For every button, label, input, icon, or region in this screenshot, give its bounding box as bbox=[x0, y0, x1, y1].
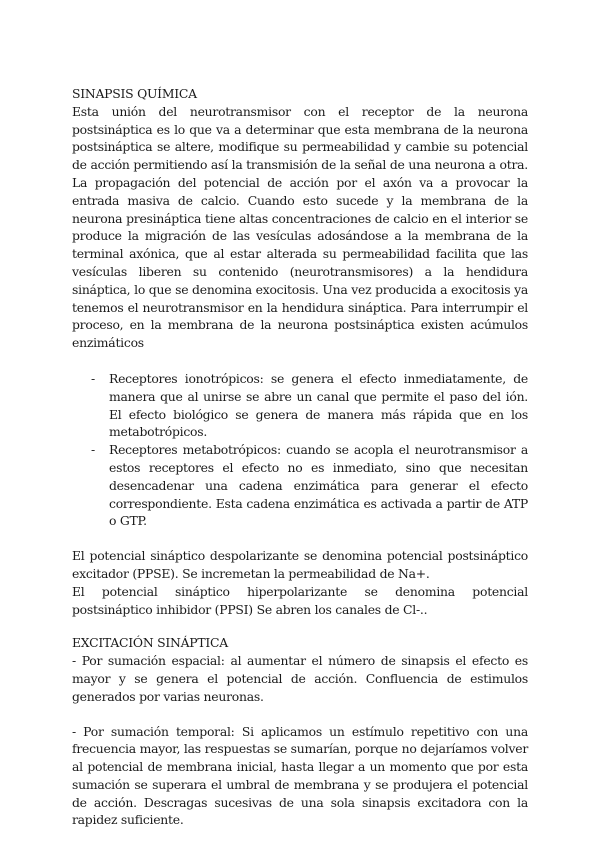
ppse-paragraph: El potencial sináptico despolarizante se denomina potencial postsináptico excitador (PPSE). Se incremetan la permeabilidad de Na+. bbox=[72, 548, 528, 581]
section-title-excitacion-sinaptica: EXCITACIÓN SINÁPTICA bbox=[72, 635, 228, 651]
ppsi-paragraph: El potencial sináptico hiperpolarizante se denomina potencial postsináptico inhibidor (PPSI) Se abren los canales de Cl-.. bbox=[72, 583, 528, 617]
list-item bbox=[91, 441, 528, 530]
section-title-sinapsis-quimica: SINAPSIS QUÍMICA bbox=[72, 86, 197, 101]
receptor-list bbox=[72, 370, 528, 530]
list-item-text: Receptores ionotrópicos: se genera el efecto inmediatamente, de manera que al unirse se abre un canal que permite el paso del ión. El efecto biológico se genera de manera más rápida que en los metabotrópicos. bbox=[109, 370, 528, 440]
temporal-summation-paragraph: - Por sumación temporal: Si aplicamos un estímulo repetitivo con una frecuencia mayor, las respuestas se sumarían, porque no dejaríamos volver al potencial de membrana inicial, hasta llegar a un momento que por esta sumación se superara el umbral de membrana y se produjera el potencial de acción. Descragas sucesivas de una sola sinapsis excitadora con la rapidez suficiente. bbox=[72, 723, 528, 828]
list-item-text: Receptores metabotrópicos: cuando se acopla el neurotransmisor a estos receptores el efecto no es inmediato, sino que necesitan desencadenar una cadena enzimática para generar el efecto correspondiente. Esta cadena enzimática es activada a partir de ATP o GTP. bbox=[109, 442, 528, 529]
spatial-summation-paragraph: - Por sumación espacial: al aumentar el número de sinapsis el efecto es mayor y se genera el potencial de acción. Confluencia de estimulos generados por varias neuronas. bbox=[72, 653, 528, 704]
dash-bullet: - bbox=[91, 442, 95, 458]
list-item bbox=[91, 370, 528, 441]
dash-bullet: - bbox=[91, 370, 95, 386]
intro-paragraph: Esta unión del neurotransmisor con el receptor de la neurona postsináptica es lo que va a determinar que esta membrana de la neurona postsináptica se altere, modifique su permeabilidad y cambie su potencial de acción permitiendo así la transmisión de la señal de una neurona a otra. La propagación del potencial de acción por el axón va a provocar la entrada masiva de calcio. Cuando esto sucede y la membrana de la neurona presináptica tiene altas concentraciones de calcio en el interior se produce la migración de las vesículas adosándose a la membrana de la terminal axónica, que al estar alterada su permeabilidad facilita que las vesículas liberen su contenido (neurotransmisores) a la hendidura sináptica, lo que se denomina exocitosis. Una vez producida a exocitosis ya tenemos el neurotransmisor en la hendidura sináptica. Para interrumpir el proceso, en la membrana de la neurona postsináptica existen acúmulos enzimáticos bbox=[72, 103, 528, 351]
